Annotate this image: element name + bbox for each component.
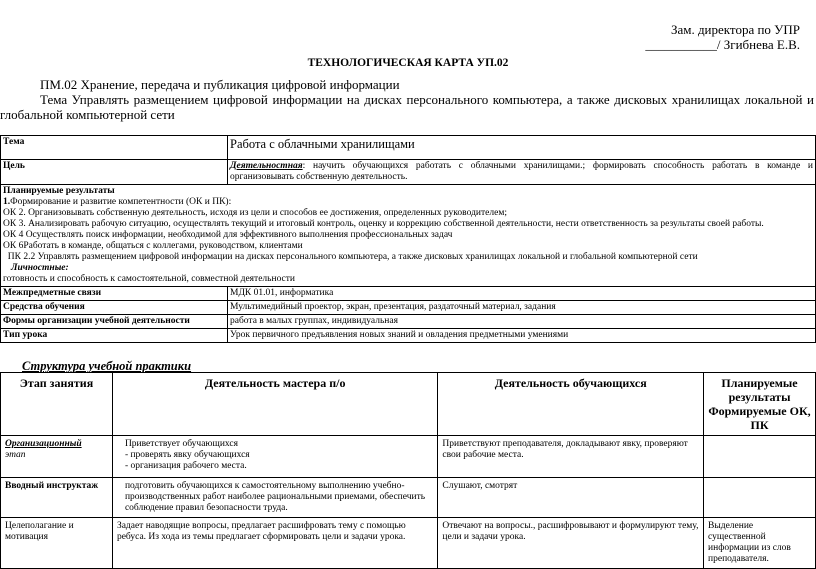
row-label: Тип урока: [1, 329, 228, 343]
header-stage: Этап занятия: [1, 373, 113, 436]
stage-cell: Организационный этап: [1, 436, 113, 478]
competency-item: ОК 4 Осуществлять поиск информации, необходимой для эффективного выполнения профессиональных задач: [3, 230, 453, 240]
planned-results-cell: [1, 185, 816, 287]
approval-signature: ___________/ Згибнева Е.В.: [645, 37, 800, 52]
personal-text: готовность и способность к самостоятельной, совместной деятельности: [3, 274, 296, 284]
row-label: Межпредметные связи: [1, 287, 228, 301]
row-value: работа в малых группах, индивидуальная: [228, 315, 816, 329]
competency-item: ПК 2.2 Управлять размещением цифровой информации на дисках персонального компьютера, а также дисковых хранилищах локальной и глобальной компьютерной сети: [3, 252, 698, 262]
students-cell: Отвечают на вопросы., расшифровывают и формулируют тему, цели и задачи урока.: [438, 518, 704, 569]
module-line: ПМ.02 Хранение, передача и публикация цифровой информации: [40, 77, 400, 92]
results-cell: Выделение существенной информации из слов преподавателя.: [704, 518, 816, 569]
info-table: [0, 135, 816, 343]
topic-line: Тема Управлять размещением цифровой информации на дисках персонального компьютера, а также дисковых хранилищах локальной и глобальной компьютерной сети: [0, 92, 814, 122]
competency-item: ОК 2. Организовывать собственную деятельность, исходя из цели и способов ее достижения, определенных руководителем;: [3, 208, 507, 218]
results-cell: [704, 478, 816, 518]
row-value: Мультимедийный проектор, экран, презентация, раздаточный материал, задания: [228, 301, 816, 315]
goal-label: Цель: [1, 160, 228, 185]
stage-cell: Вводный инструктаж: [1, 478, 113, 518]
results-label: Планируемые результаты: [3, 186, 115, 196]
header-students: Деятельность обучающихся: [438, 373, 704, 436]
students-cell: Приветствуют преподавателя, докладывают явку, проверяют свои рабочие места.: [438, 436, 704, 478]
structure-table: [0, 372, 816, 569]
theme-value: Работа с облачными хранилищами: [228, 136, 816, 160]
row-label: Формы организации учебной деятельности: [1, 315, 228, 329]
row-value: Урок первичного предъявления новых знаний и овладения предметными умениями: [228, 329, 816, 343]
header-results: Планируемые результаты Формируемые ОК, ПК: [704, 373, 816, 436]
competency-item: ОК 3. Анализировать рабочую ситуацию, осуществлять текущий и итоговый контроль, оценку и коррекцию собственной деятельности, нести ответственность за результаты своей работы.: [3, 219, 764, 229]
competency-item: ОК 6Работать в команде, общаться с коллегами, руководством, клиентами: [3, 241, 303, 251]
goal-value: [228, 160, 816, 185]
students-cell: Слушают, смотрят: [438, 478, 704, 518]
master-cell: Задает наводящие вопросы, предлагает расшифровать тему с помощью ребуса. Из хода из темы предлагает сформировать цели и задачи урока.: [112, 518, 437, 569]
row-value: МДК 01.01, информатика: [228, 287, 816, 301]
approval-block: [640, 22, 800, 52]
goal-prefix: Деятельностная: [230, 161, 303, 171]
master-cell: Приветствует обучающихся - проверять явку обучающихся - организация рабочего места.: [112, 436, 437, 478]
row-label: Средства обучения: [1, 301, 228, 315]
theme-label: Тема: [1, 136, 228, 160]
results-subtitle: 1.Формирование и развитие компетентности (ОК и ПК):: [3, 197, 232, 207]
header-master: Деятельность мастера п/о: [112, 373, 437, 436]
results-cell: [704, 436, 816, 478]
document-title: ТЕХНОЛОГИЧЕСКАЯ КАРТА УП.02: [307, 57, 509, 69]
structure-title: Структура учебной практики: [22, 359, 192, 373]
stage-cell: Целеполагание и мотивация: [1, 518, 113, 569]
master-cell: подготовить обучающихся к самостоятельному выполнению учебно-производственных работ наиболее рациональными приемами, обеспечить соблюдение правил безопасности труда.: [112, 478, 437, 518]
goal-text: : научить обучающихся работать с облачными хранилищами.; формировать способность работать в команде и организовывать собственную деятельность.: [230, 161, 813, 182]
personal-label: Личностные:: [11, 263, 69, 273]
approval-position: Зам. директора по УПР: [670, 22, 800, 37]
